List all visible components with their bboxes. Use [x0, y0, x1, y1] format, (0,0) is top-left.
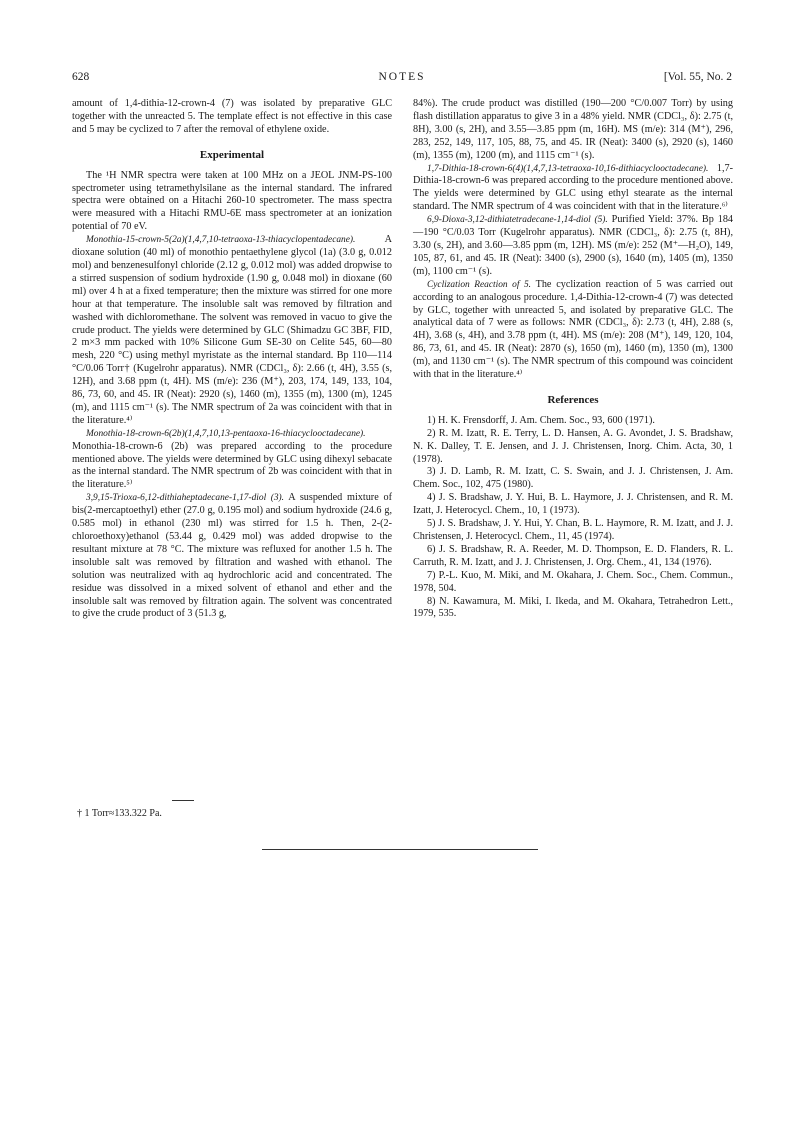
compound-4-text: 1,7-Dithia-18-crown-6 was prepared according to the procedure mentioned above. The yields were determined by GLC using ethyl stearate as the internal standard. The NMR spectrum of 4 was coincident with that in the literature.⁶⁾: [413, 162, 733, 213]
reference-item: 1) H. K. Frensdorff, J. Am. Chem. Soc., 93, 600 (1971).: [427, 414, 655, 426]
compound-2b-text: Monothia-18-crown-6 (2b) was prepared according to the procedure mentioned above. The yields were determined by GLC using dihexyl sebacate as the internal standard. The NMR spectrum of 2b was coincident with that in the literature.⁵⁾: [72, 440, 392, 491]
reference-item: 8) N. Kawamura, M. Miki, I. Ikeda, and M. Okahara, Tetrahedron Lett., 1979, 535.: [413, 595, 733, 620]
footnote: † 1 Torr≈133.322 Pa.: [77, 808, 162, 819]
running-header: [72, 71, 732, 85]
footnote-rule: [172, 800, 194, 801]
reference-item: 2) R. M. Izatt, R. E. Terry, L. D. Hansen, A. G. Avondet, J. S. Bradshaw, N. K. Dalley, T. E. Jensen, and J. J. Christensen, Inorg. Chim. Acta, 30, 1 (1978).: [413, 427, 733, 465]
compound-5-title: 6,9-Dioxa-3,12-dithiatetradecane-1,14-diol (5).: [427, 215, 608, 226]
reference-list: [413, 415, 733, 622]
compound-3-paragraph: [72, 492, 392, 621]
intro-paragraph: amount of 1,4-dithia-12-crown-4 (7) was isolated by preparative GLC together with the unreacted 5. The template effect is not effective in this case and 5 may be cyclized to 7 after the removal of ethylene oxide.: [72, 98, 392, 135]
section-title: NOTES: [378, 71, 426, 83]
cyclization-title: Cyclization Reaction of 5.: [427, 279, 532, 290]
volume-info: [Vol. 55, No. 2: [663, 71, 732, 83]
reference-item: 3) J. D. Lamb, R. M. Izatt, C. S. Swain, and J. J. Christensen, J. Am. Chem. Soc., 102, 475 (1980).: [413, 466, 733, 491]
cyclization-paragraph: [413, 279, 733, 382]
instruments-paragraph: The ¹H NMR spectra were taken at 100 MHz on a JEOL JNM-PS-100 spectrometer using tetramethylsilane as the internal standard. The infrared spectra were obtained on a Hitachi 260-10 spectrometer. The mass spectra were measured with a Hitachi RMU-6E mass spectrometer at an ionization potential of 70 eV.: [72, 169, 392, 233]
left-column: [72, 98, 392, 621]
cyclization-text: The cyclization reaction of 5 was carried out according to an analogous procedure. 1,4-Dithia-12-crown-4 (7) was detected by GLC, together with unreacted 5, and isolated by preparative GLC. The analytical data of 7 were as follows: NMR (CDCl₃, δ): 2.73 (t, 4H), 2.88 (s, 4H), 3.68 (s, 4H), and 3.78 ppm (t, 4H). MS (m/e): 208 (M⁺), 149, 120, 104, 86, 73, 61, and 45. IR (Neat): 2870 (s), 1650 (m), 1460 (m), 1350 (m), 1300 (m), and 1130 cm⁻¹ (s). The NMR spectrum of this compound was coincident with that in the literature.⁴⁾: [413, 278, 733, 381]
references-heading: References: [547, 393, 599, 406]
reference-item: 4) J. S. Bradshaw, J. Y. Hui, B. L. Haymore, J. J. Christensen, and R. M. Izatt, J. Heterocycl. Chem., 10, 1 (1973).: [413, 492, 733, 517]
compound-4-paragraph: [413, 163, 733, 215]
compound-5-text: Purified Yield: 37%. Bp 184—190 °C/0.03 Torr (Kugelrohr apparatus). NMR (CDCl₃, δ): 2.75 (t, 8H), 3.30 (s, 2H), and 3.60—3.85 ppm (m, 12H). MS (m/e): 252 (M⁺—H₂O), 149, 105, 87, 61, and 45. IR (Neat): 3400 (s), 2900 (s), 1640 (m), 1405 (m), 1350 (m), 1100 cm⁻¹ (s).: [413, 214, 734, 277]
compound-3-text: A suspended mixture of bis(2-mercaptoethyl) ether (27.0 g, 0.195 mol) and sodium hydroxide (24.6 g, 0.585 mol) in ethanol (230 ml) was stirred for 1.5 h. Then, 2-(2-chloroethoxy)ethanol (53.44 g, 0.429 mol) was added dropwise to the resultant mixture at 78 °C. The mixture was refluxed for another 1.5 h. The insoluble salt was removed by filtration and washed with ethanol. The solution was neutralized with aq hydrochloric acid and concentrated. The residue was dissolved in a mixed solvent of ethanol and ether and the insoluble salt was removed by filtration again. The solvent was concentrated to give the crude product of 3 (51.3 g,: [72, 492, 392, 620]
end-rule: [262, 849, 538, 850]
compound-2a-title: Monothia-15-crown-5(2a)(1,4,7,10-tetraoxa-13-thiacyclopentadecane).: [86, 235, 356, 246]
compound-2b-paragraph: [72, 428, 392, 493]
compound-3-title: 3,9,15-Trioxa-6,12-dithiaheptadecane-1,17-diol (3).: [86, 493, 285, 504]
reference-item: 7) P.-L. Kuo, M. Miki, and M. Okahara, J. Chem. Soc., Chem. Commun., 1978, 504.: [413, 569, 733, 594]
compound-2a-text: A dioxane solution (40 ml) of monothio pentaethylene glycol (1a) (3.0 g, 0.012 mol) and benzenesulfonyl chloride (2.12 g, 0.012 mol) was added dropwise to a stirred suspension of sodium hydroxide (1.90 g, 0.048 mol) in dioxane (60 ml) over 4 h at a fixed temperature; then the mixture was stirred for one more hour at that temperature. The insoluble salt was removed by filtration and washed with dichloromethane. The solvent was removed in vacuo to give the crude product. The yields were determined by GLC (Shimadzu GC 3BF, FID, 2 m×3 mm packed with 10% Silicone Gum SE-30 on Celite 545, 60—80 mesh, 220 °C) using methyl myristate as the internal standard. Bp 110—114 °C/0.06 Torr† (Kugelrohr apparatus). NMR (CDCl₃, δ): 2.66 (t, 4H), 3.55 (s, 12H), and 3.68 ppm (t, 4H). MS (m/e): 236 (M⁺), 203, 174, 149, 133, 104, 86, 73, 60, and 45. IR (Neat): 2920 (s), 1460 (m), 1355 (m), 1300 (m), 1245 (m), and 1115 cm⁻¹ (s). The NMR spectrum of 2a was coincident with that in the literature.⁴⁾: [72, 234, 392, 426]
right-column: [413, 98, 733, 621]
page-number: 628: [72, 71, 90, 83]
compound-4-title: 1,7-Dithia-18-crown-6(4)(1,4,7,13-tetraoxa-10,16-dithiacyclooctadecane).: [427, 163, 709, 174]
compound-5-paragraph: [413, 214, 733, 279]
compound-2a-paragraph: [72, 234, 392, 428]
reference-item: 5) J. S. Bradshaw, J. Y. Hui, Y. Chan, B. L. Haymore, R. M. Izatt, and J. J. Christensen, J. Heterocycl. Chem., 11, 45 (1974).: [413, 518, 733, 542]
compound-3-continued: 84%). The crude product was distilled (190—200 °C/0.007 Torr) by using flash distillation apparatus to give 3 in a 48% yield. NMR (CDCl₃, δ): 2.75 (t, 8H), 3.00 (s, 2H), and 3.55—3.85 ppm (m, 16H). MS (m/e): 314 (M⁺), 296, 283, 252, 149, 117, 105, 88, 75, and 45. IR (Neat): 3400 (s), 2920 (s), 1460 (m), 1355 (m), 1200 (m), and 1115 cm⁻¹ (s).: [413, 98, 733, 161]
experimental-heading: Experimental: [199, 148, 265, 161]
compound-2b-title: Monothia-18-crown-6(2b)(1,4,7,10,13-pentaoxa-16-thiacyclooctadecane).: [86, 428, 366, 439]
reference-item: 6) J. S. Bradshaw, R. A. Reeder, M. D. Thompson, E. D. Flanders, R. L. Carruth, R. M. Izatt, and J. J. Christensen, J. Org. Chem., 41, 134 (1976).: [413, 543, 733, 568]
